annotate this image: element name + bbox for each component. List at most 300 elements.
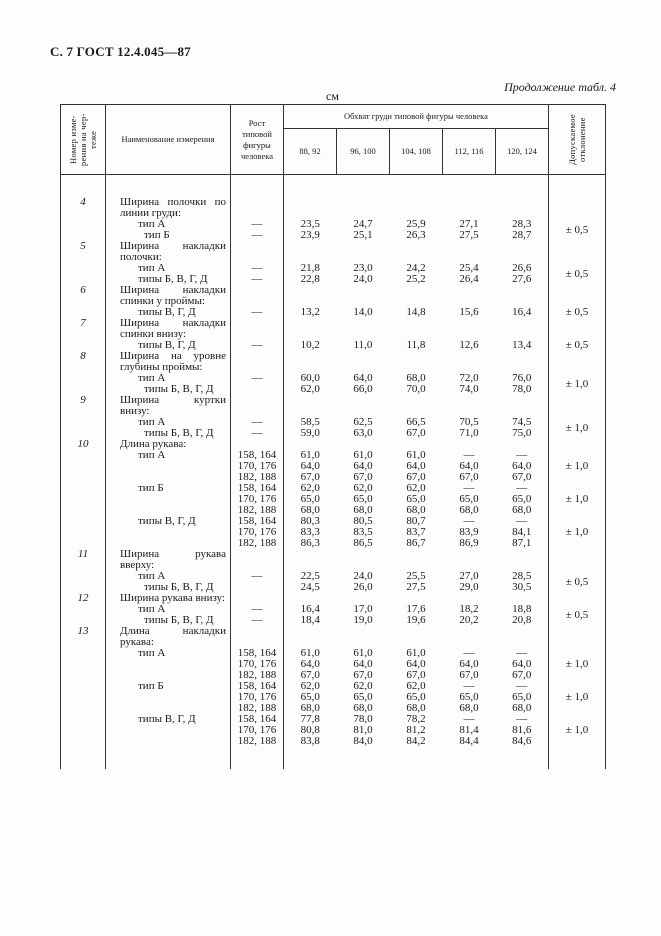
measure-number: 12: [61, 593, 106, 604]
height-value: 158, 164: [231, 681, 284, 692]
tolerance-value: ± 0,5: [549, 340, 606, 351]
empty-cell: [443, 395, 496, 417]
measure-title-line: Ширина накладки: [120, 317, 226, 329]
tolerance-value: ± 1,0: [549, 648, 606, 681]
girth-value: 20,2: [459, 614, 479, 626]
girth-value: 25,5: [406, 570, 426, 582]
header-height: Рост типовой фигуры человека: [231, 105, 284, 175]
girth-value: 65,0: [459, 493, 479, 505]
table-row: [61, 241, 606, 263]
girth-value: 26,4: [459, 273, 479, 285]
subtype-label: тип А: [138, 372, 166, 384]
girth-value: 12,6: [459, 339, 479, 351]
girth-value: 78,2: [406, 713, 426, 725]
girth-value: 27,6: [512, 273, 532, 285]
girth-value: 68,0: [353, 702, 373, 714]
measure-title-line: Ширина рукава внизу:: [120, 592, 225, 604]
empty-cell: [337, 241, 390, 263]
height-value: —: [231, 230, 284, 241]
girth-value: 14,0: [353, 306, 373, 318]
girth-value: 62,5: [353, 416, 373, 428]
girth-value: 23,5: [284, 219, 337, 230]
girth-value: 83,9: [459, 526, 479, 538]
empty-cell: [443, 351, 496, 373]
girth-value: —: [463, 515, 475, 527]
tolerance-value: ± 1,0: [549, 516, 606, 549]
subtype-label: тип А: [138, 218, 166, 230]
girth-value: 24,0: [353, 273, 373, 285]
height-value: 182, 188: [231, 505, 284, 516]
measure-title: [106, 241, 231, 263]
height-value: 158, 164: [231, 450, 284, 461]
measure-number: 10: [61, 439, 106, 450]
empty-cell: [231, 395, 284, 417]
subtype-label: типы Б, В, Г, Д: [144, 427, 214, 439]
height-value: —: [231, 219, 284, 230]
girth-value: 68,0: [459, 702, 479, 714]
measure-subtype: [106, 516, 231, 527]
girth-value: 61,0: [284, 450, 337, 461]
measure-number: 11: [61, 549, 106, 571]
girth-value: 64,0: [406, 658, 426, 670]
girth-value: 11,0: [353, 339, 373, 351]
tolerance-value: ± 0,5: [549, 571, 606, 593]
measure-subtype: [106, 494, 231, 505]
girth-value: 64,0: [353, 372, 373, 384]
height-value: 170, 176: [231, 527, 284, 538]
girth-value: 61,0: [353, 449, 373, 461]
empty-cell: [337, 395, 390, 417]
measure-subtype: [106, 648, 231, 659]
girth-value: 14,8: [406, 306, 426, 318]
girth-value: 25,4: [459, 262, 479, 274]
girth-value: 68,0: [512, 504, 532, 516]
table-row: [61, 285, 606, 307]
girth-value: 61,0: [406, 449, 426, 461]
header-size-col: 88, 92: [284, 129, 337, 175]
girth-value: 78,0: [353, 713, 373, 725]
header-size-col: 104, 108: [390, 129, 443, 175]
girth-value: 68,0: [406, 504, 426, 516]
height-value: —: [231, 571, 284, 582]
tolerance-value: ± 0,5: [549, 219, 606, 241]
page-header: С. 7 ГОСТ 12.4.045—87: [50, 44, 191, 59]
girth-value: 65,0: [406, 493, 426, 505]
girth-value: 24,5: [284, 582, 337, 593]
girth-value: 84,2: [406, 735, 426, 747]
table-row: [61, 549, 606, 571]
girth-value: 81,6: [512, 724, 532, 736]
tolerance-value: ± 1,0: [549, 714, 606, 747]
height-value: 158, 164: [231, 483, 284, 494]
girth-value: 70,0: [406, 383, 426, 395]
empty-cell: [231, 285, 284, 307]
girth-value: 72,0: [459, 372, 479, 384]
measure-title: [106, 285, 231, 307]
girth-value: 25,9: [406, 218, 426, 230]
girth-value: 86,7: [406, 537, 426, 549]
girth-value: 13,4: [512, 339, 532, 351]
girth-value: 64,0: [284, 461, 337, 472]
empty-cell: [549, 351, 606, 373]
girth-value: —: [463, 449, 475, 461]
empty-cell: [231, 197, 284, 219]
empty-cell: [496, 285, 549, 307]
girth-value: 22,5: [284, 571, 337, 582]
empty-cell: [390, 285, 443, 307]
measure-subtype: [106, 736, 231, 747]
girth-value: 68,0: [284, 703, 337, 714]
subtype-label: тип А: [138, 416, 166, 428]
girth-value: —: [463, 680, 475, 692]
measure-title-line: спинки внизу:: [120, 328, 187, 340]
measure-number: 7: [61, 318, 106, 340]
girth-value: 27,5: [406, 581, 426, 593]
girth-value: 58,5: [284, 417, 337, 428]
measure-title: [106, 197, 231, 219]
girth-value: 18,4: [284, 615, 337, 626]
measure-title: [106, 395, 231, 417]
girth-value: —: [463, 713, 475, 725]
girth-value: 23,9: [284, 230, 337, 241]
empty-cell: [284, 285, 337, 307]
height-value: 170, 176: [231, 725, 284, 736]
girth-value: 68,0: [284, 505, 337, 516]
measure-subtype: [106, 527, 231, 538]
empty-cell: [549, 197, 606, 219]
girth-value: 18,8: [512, 603, 532, 615]
girth-value: 60,0: [284, 373, 337, 384]
measure-title: [106, 593, 231, 604]
height-value: [231, 582, 284, 593]
girth-value: 84,6: [512, 735, 532, 747]
girth-value: 62,0: [284, 483, 337, 494]
subtype-label: типы Б, В, Г, Д: [144, 383, 214, 395]
table-row: [61, 318, 606, 340]
tolerance-value: ± 0,5: [549, 263, 606, 285]
height-value: [231, 384, 284, 395]
girth-value: 65,0: [406, 691, 426, 703]
measure-subtype: [106, 461, 231, 472]
girth-value: 67,0: [406, 471, 426, 483]
girth-value: 84,4: [459, 735, 479, 747]
measure-subtype: [106, 483, 231, 494]
girth-value: 61,0: [284, 648, 337, 659]
girth-value: —: [516, 713, 528, 725]
height-value: 182, 188: [231, 703, 284, 714]
measure-subtype: [106, 659, 231, 670]
measure-title: [106, 626, 231, 648]
subtype-label: тип Б: [144, 229, 170, 241]
table-row: [61, 197, 606, 219]
girth-value: 66,5: [406, 416, 426, 428]
girth-value: 76,0: [512, 372, 532, 384]
measure-number: 5: [61, 241, 106, 263]
empty-cell: [231, 549, 284, 571]
subtype-label: тип А: [138, 570, 166, 582]
empty-cell: [284, 351, 337, 373]
girth-value: 25,2: [406, 273, 426, 285]
subtype-label: тип А: [138, 647, 166, 659]
girth-value: 67,0: [406, 427, 426, 439]
girth-value: 83,7: [406, 526, 426, 538]
girth-value: 64,0: [512, 658, 532, 670]
girth-value: 62,0: [353, 482, 373, 494]
empty-cell: [549, 549, 606, 571]
girth-value: 65,0: [284, 692, 337, 703]
girth-value: 62,0: [284, 384, 337, 395]
height-value: —: [231, 307, 284, 318]
girth-value: 65,0: [512, 691, 532, 703]
header-measure-name: Наименование измерения: [106, 105, 231, 175]
girth-value: 29,0: [459, 581, 479, 593]
girth-value: 64,0: [406, 460, 426, 472]
girth-value: 80,8: [284, 725, 337, 736]
empty-cell: [549, 593, 606, 604]
table-continuation-note: Продолжение табл. 4: [504, 80, 616, 94]
table-row: [61, 626, 606, 648]
girth-value: 65,0: [512, 493, 532, 505]
empty-cell: [390, 197, 443, 219]
height-value: 170, 176: [231, 692, 284, 703]
girth-value: 68,0: [406, 372, 426, 384]
height-value: —: [231, 373, 284, 384]
girth-value: 87,1: [512, 537, 532, 549]
empty-cell: [443, 626, 496, 648]
empty-cell: [337, 285, 390, 307]
girth-value: 22,8: [284, 274, 337, 285]
measure-title-line: рукава:: [120, 636, 154, 648]
tolerance-value: ± 1,0: [549, 681, 606, 714]
empty-cell: [496, 197, 549, 219]
girth-value: 26,6: [512, 262, 532, 274]
empty-cell: [496, 351, 549, 373]
empty-cell: [549, 285, 606, 307]
girth-value: 16,4: [284, 604, 337, 615]
girth-value: 16,4: [512, 306, 532, 318]
empty-cell: [549, 241, 606, 263]
empty-cell: [549, 318, 606, 340]
measure-number: 9: [61, 395, 106, 417]
height-value: 170, 176: [231, 494, 284, 505]
measure-number: 4: [61, 197, 106, 219]
header-chest-girth: Обхват груди типовой фигуры человека: [284, 105, 549, 129]
girth-value: 67,0: [459, 669, 479, 681]
empty-cell: [337, 351, 390, 373]
girth-value: 24,7: [353, 218, 373, 230]
measure-title-line: Длина рукава:: [120, 438, 187, 450]
empty-cell: [284, 626, 337, 648]
subtype-label: типы В, Г, Д: [138, 339, 196, 351]
subtype-label: тип Б: [138, 482, 164, 494]
measure-subtype: [106, 472, 231, 483]
empty-cell: [496, 626, 549, 648]
height-value: —: [231, 428, 284, 439]
girth-value: —: [516, 515, 528, 527]
girth-value: 84,0: [353, 735, 373, 747]
empty-cell: [390, 626, 443, 648]
height-value: —: [231, 417, 284, 428]
girth-value: 65,0: [353, 691, 373, 703]
table-row: [61, 395, 606, 417]
girth-value: 67,0: [353, 669, 373, 681]
measure-title-line: Ширина полочки по: [120, 196, 226, 208]
girth-value: 26,3: [406, 229, 426, 241]
measure-title: [106, 351, 231, 373]
height-value: —: [231, 263, 284, 274]
girth-value: 64,0: [353, 460, 373, 472]
girth-value: 67,0: [512, 669, 532, 681]
tolerance-value: ± 1,0: [549, 483, 606, 516]
girth-value: 27,0: [459, 570, 479, 582]
girth-value: 67,0: [353, 471, 373, 483]
empty-cell: [284, 549, 337, 571]
measure-title-line: спинки у проймы:: [120, 295, 205, 307]
girth-value: 66,0: [353, 383, 373, 395]
girth-value: 77,8: [284, 714, 337, 725]
girth-value: 83,3: [284, 527, 337, 538]
girth-value: 71,0: [459, 427, 479, 439]
girth-value: —: [516, 449, 528, 461]
empty-cell: [337, 626, 390, 648]
subtype-label: типы Б, В, Г, Д: [138, 273, 208, 285]
girth-value: 67,0: [512, 471, 532, 483]
girth-value: 62,0: [406, 680, 426, 692]
girth-value: 67,0: [459, 471, 479, 483]
measurements-table: [60, 104, 606, 769]
measure-title-line: внизу:: [120, 405, 150, 417]
girth-value: 17,6: [406, 603, 426, 615]
girth-value: 68,0: [406, 702, 426, 714]
empty-cell: [284, 197, 337, 219]
empty-cell: [443, 197, 496, 219]
girth-value: 74,5: [512, 416, 532, 428]
girth-value: 24,0: [353, 570, 373, 582]
measure-title-line: глубины проймы:: [120, 361, 203, 373]
empty-cell: [231, 318, 284, 340]
subtype-label: тип Б: [138, 680, 164, 692]
girth-value: 65,0: [284, 494, 337, 505]
height-value: 170, 176: [231, 659, 284, 670]
girth-value: 67,0: [284, 670, 337, 681]
height-value: 170, 176: [231, 461, 284, 472]
empty-cell: [337, 318, 390, 340]
girth-value: —: [463, 647, 475, 659]
girth-value: 62,0: [284, 681, 337, 692]
girth-value: 23,0: [353, 262, 373, 274]
empty-cell: [231, 626, 284, 648]
measure-subtype: [106, 681, 231, 692]
measure-number: 8: [61, 351, 106, 373]
subtype-label: типы В, Г, Д: [138, 306, 196, 318]
girth-value: 61,0: [406, 647, 426, 659]
girth-value: 86,3: [284, 538, 337, 549]
girth-value: 24,2: [406, 262, 426, 274]
subtype-label: тип А: [138, 449, 166, 461]
height-value: 158, 164: [231, 648, 284, 659]
empty-cell: [390, 241, 443, 263]
girth-value: 75,0: [512, 427, 532, 439]
empty-cell: [443, 549, 496, 571]
header-tolerance: Допускаемое отклонение: [549, 105, 606, 175]
girth-value: 81,0: [353, 724, 373, 736]
height-value: 182, 188: [231, 736, 284, 747]
measure-number: 6: [61, 285, 106, 307]
measure-title-line: Ширина на уровне: [120, 350, 226, 362]
girth-value: 63,0: [353, 427, 373, 439]
girth-value: 62,0: [406, 482, 426, 494]
empty-cell: [231, 351, 284, 373]
empty-cell: [443, 241, 496, 263]
girth-value: 86,9: [459, 537, 479, 549]
measure-title-line: Ширина накладки: [120, 284, 226, 296]
subtype-label: типы В, Г, Д: [138, 515, 196, 527]
empty-cell: [443, 285, 496, 307]
girth-value: 70,5: [459, 416, 479, 428]
subtype-label: тип А: [138, 603, 166, 615]
empty-cell: [231, 241, 284, 263]
measure-title-line: Ширина рукава: [120, 548, 226, 560]
girth-value: 67,0: [406, 669, 426, 681]
girth-value: 64,0: [459, 460, 479, 472]
girth-value: 80,5: [353, 515, 373, 527]
girth-value: 74,0: [459, 383, 479, 395]
empty-cell: [337, 549, 390, 571]
tolerance-value: ± 0,5: [549, 604, 606, 626]
height-value: 158, 164: [231, 516, 284, 527]
girth-value: —: [463, 482, 475, 494]
girth-value: 25,1: [353, 229, 373, 241]
header-size-col: 112, 116: [443, 129, 496, 175]
header-size-col: 96, 100: [337, 129, 390, 175]
empty-cell: [390, 351, 443, 373]
girth-value: 80,7: [406, 515, 426, 527]
girth-value: 62,0: [353, 680, 373, 692]
girth-value: 64,0: [284, 659, 337, 670]
measure-title: [106, 318, 231, 340]
girth-value: 68,0: [512, 702, 532, 714]
measure-title-line: вверху:: [120, 559, 155, 571]
girth-value: 15,6: [459, 306, 479, 318]
girth-value: 28,5: [512, 570, 532, 582]
girth-value: 26,0: [353, 581, 373, 593]
measure-subtype: [106, 725, 231, 736]
empty-cell: [549, 439, 606, 450]
subtype-label: типы Б, В, Г, Д: [144, 614, 214, 626]
girth-value: 10,2: [284, 340, 337, 351]
girth-value: 61,0: [353, 647, 373, 659]
girth-value: 65,0: [459, 691, 479, 703]
girth-value: —: [516, 680, 528, 692]
measure-number: 13: [61, 626, 106, 648]
empty-cell: [337, 197, 390, 219]
tolerance-value: ± 1,0: [549, 417, 606, 439]
girth-value: —: [516, 482, 528, 494]
height-value: —: [231, 274, 284, 285]
girth-value: 59,0: [284, 428, 337, 439]
girth-value: 80,3: [284, 516, 337, 527]
girth-value: 83,8: [284, 736, 337, 747]
measure-subtype: [106, 692, 231, 703]
measure-title: [106, 549, 231, 571]
height-value: —: [231, 340, 284, 351]
girth-value: 21,8: [284, 263, 337, 274]
table-row: [61, 351, 606, 373]
empty-cell: [390, 395, 443, 417]
girth-value: 84,1: [512, 526, 532, 538]
header-measure-number: Номер изме-рения на чер-теже: [61, 105, 106, 175]
subtype-label: типы В, Г, Д: [138, 713, 196, 725]
